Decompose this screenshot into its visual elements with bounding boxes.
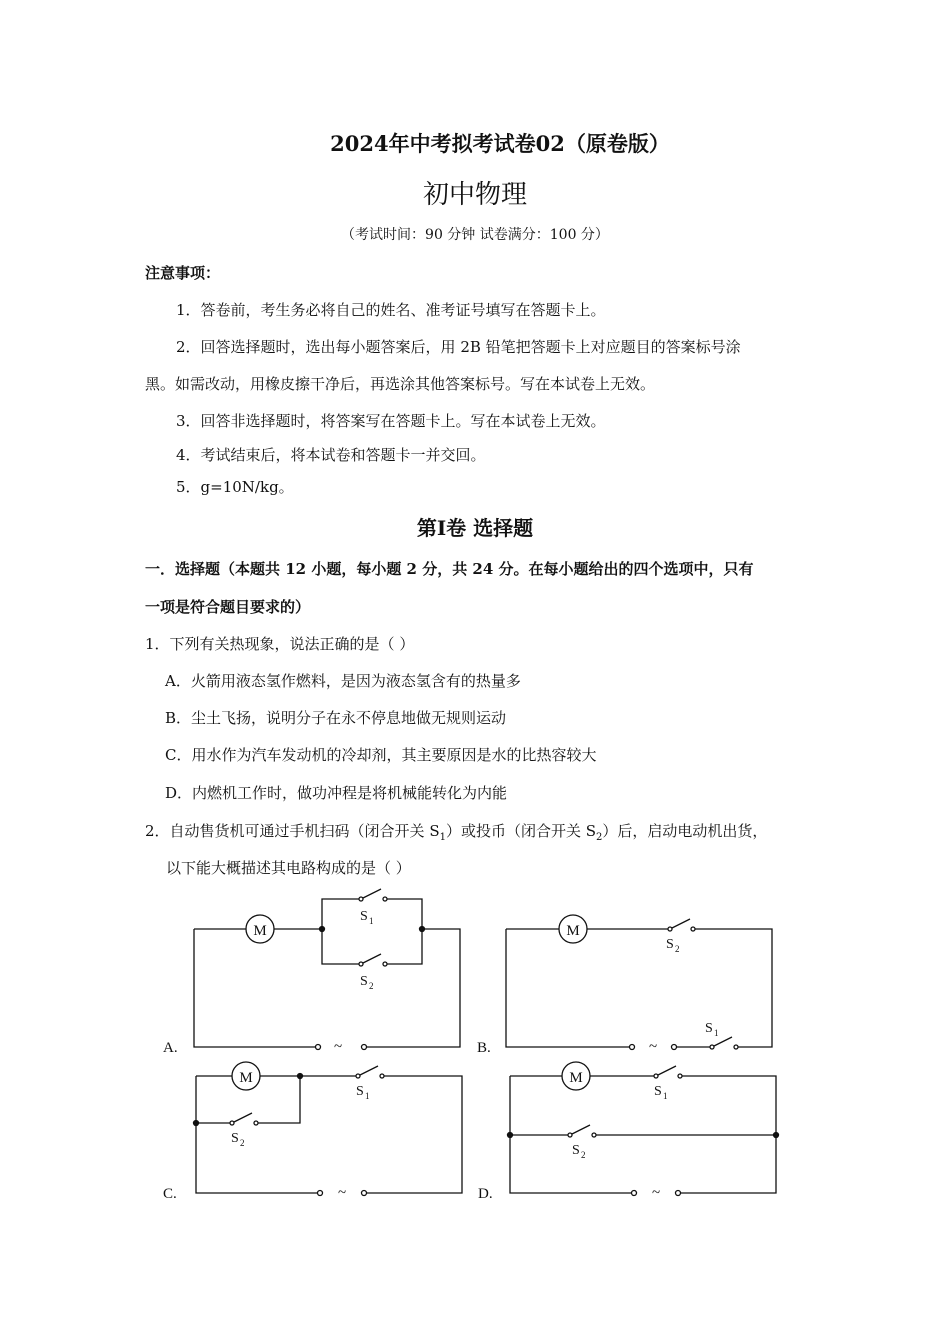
option-c-label: C.: [163, 1186, 177, 1202]
motor-label: M: [253, 923, 267, 939]
s1-sub: 1: [714, 1028, 719, 1038]
motor-label: M: [569, 1070, 583, 1086]
switch-s2-blade: [232, 1113, 252, 1123]
part-instruction-line1: 一．选择题（本题共 12 小题，每小题 2 分，共 24 分。在每小题给出的四个选项中，只有: [145, 560, 754, 578]
s1-sub: 1: [369, 916, 374, 926]
s2-label: S: [360, 974, 368, 989]
circuit-b: [506, 915, 772, 1055]
s2-sub: 2: [581, 1150, 586, 1160]
exam-info: （考试时间：90 分钟 试卷满分：100 分）: [341, 227, 609, 243]
source-terminal: [362, 1045, 367, 1050]
s2-sub: 2: [369, 981, 374, 991]
option-b-label: B.: [477, 1040, 491, 1056]
q1-stem: 1．下列有关热现象，说法正确的是（ ）: [145, 635, 415, 653]
s2-sub: 2: [675, 944, 680, 954]
switch-s1-blade: [361, 889, 381, 899]
circuit-d: [508, 1062, 779, 1201]
source-label: ~: [648, 1039, 658, 1055]
option-a-label: A.: [163, 1040, 178, 1056]
q2-stem-part1: 2．自动售货机可通过手机扫码（闭合开关 S: [145, 822, 440, 840]
notes-heading: 注意事项：: [145, 264, 221, 282]
note-3: 3．回答非选择题时，将答案写在答题卡上。写在本试卷上无效。: [176, 412, 606, 430]
s1-label: S: [356, 1084, 364, 1099]
s2-label: S: [572, 1143, 580, 1158]
option-d-label: D.: [478, 1186, 493, 1202]
source-label: ~: [337, 1185, 347, 1201]
note-2: 2．回答选择题时，选出每小题答案后，用 2B 铅笔把答题卡上对应题目的答案标号涂: [176, 338, 741, 356]
s1-label: S: [705, 1021, 713, 1036]
q2-stem-part2: ）或投币（闭合开关 S: [445, 822, 597, 840]
switch-s2-blade: [670, 919, 690, 929]
source-terminal: [316, 1045, 321, 1050]
q2-sub1: 1: [439, 832, 446, 843]
motor-label: M: [566, 923, 580, 939]
switch-s1-blade: [358, 1066, 378, 1076]
switch-s2-blade: [361, 954, 381, 964]
note-2-cont: 黑。如需改动，用橡皮擦干净后，再选涂其他答案标号。写在本试卷上无效。: [145, 375, 656, 393]
q2-stem-part3: ）后，启动电动机出货，: [602, 822, 768, 840]
switch-s2-blade: [570, 1125, 590, 1135]
s1-label: S: [654, 1084, 662, 1099]
subject-title: 初中物理: [422, 180, 527, 210]
s2-label: S: [231, 1131, 239, 1146]
s2-sub: 2: [240, 1138, 245, 1148]
s1-label: S: [360, 909, 368, 924]
q1-option-b: B．尘土飞扬，说明分子在永不停息地做无规则运动: [165, 709, 507, 727]
note-4: 4．考试结束后，将本试卷和答题卡一并交回。: [176, 446, 486, 464]
part-instruction-line2: 一项是符合题目要求的）: [145, 598, 311, 616]
source-label: ~: [651, 1185, 661, 1201]
circuit-c: [194, 1062, 463, 1201]
q2-stem-line2: 以下能大概描述其电路构成的是（ ）: [166, 859, 411, 877]
q1-option-c: C．用水作为汽车发动机的冷却剂，其主要原因是水的比热容较大: [165, 746, 597, 764]
section-title: 第Ⅰ卷 选择题: [416, 516, 534, 540]
s2-label: S: [666, 937, 674, 952]
source-label: ~: [333, 1039, 343, 1055]
switch-s1-blade: [656, 1066, 676, 1076]
note-1: 1．答卷前，考生务必将自己的姓名、准考证号填写在答题卡上。: [176, 301, 606, 319]
q1-option-d: D．内燃机工作时，做功冲程是将机械能转化为内能: [165, 784, 508, 802]
page-title: 2024年中考拟考试卷02（原卷版）: [330, 131, 670, 156]
q1-option-a: A．火箭用液态氢作燃料，是因为液态氢含有的热量多: [165, 672, 521, 690]
note-5: 5．g=10N/kg。: [176, 478, 294, 496]
circuit-a: [194, 889, 460, 1055]
q2-sub2: 2: [596, 832, 603, 843]
s1-sub: 1: [365, 1091, 370, 1101]
switch-s1-blade: [712, 1037, 732, 1047]
s1-sub: 1: [663, 1091, 668, 1101]
motor-label: M: [239, 1070, 253, 1086]
